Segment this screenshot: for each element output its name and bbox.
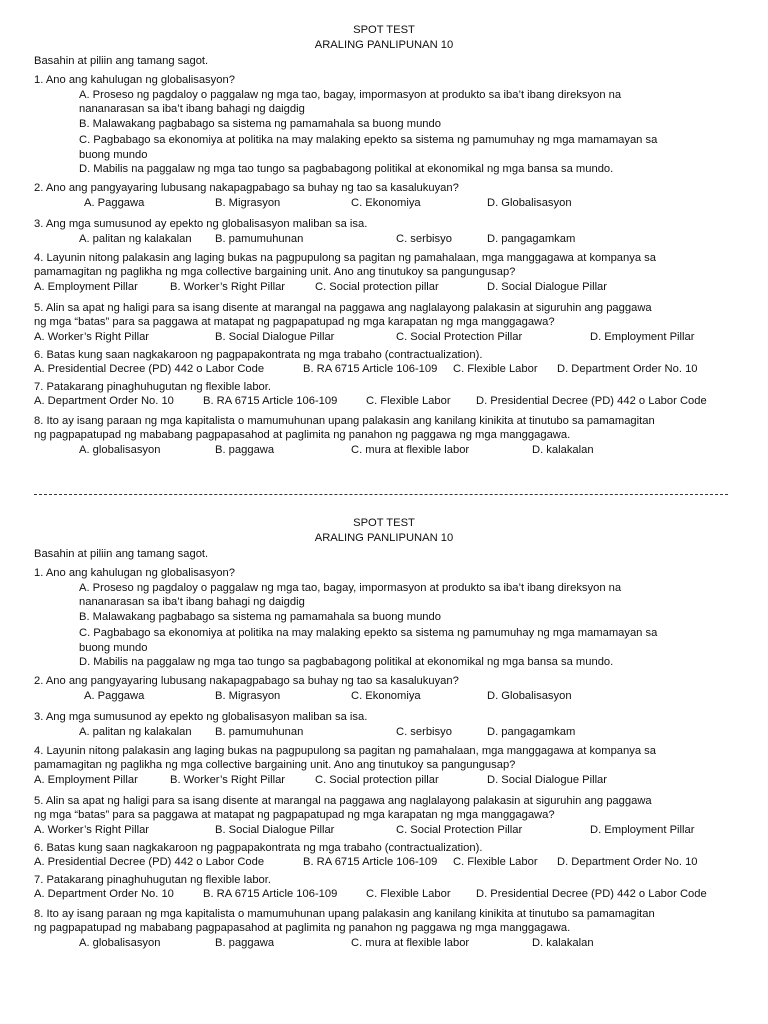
choice: D. Mabilis na paggalaw ng mga tao tungo sa pagbabagong politikal at ekonomikal ng mga bansa sa mundo. xyxy=(79,656,614,668)
question-2: 2. Ano ang pangyayaring lubusang nakapagpabago sa buhay ng tao sa kasalukuyan? xyxy=(34,675,459,687)
question-3: 3. Ang mga sumusunod ay epekto ng globalisasyon maliban sa isa. xyxy=(34,711,368,723)
choice: A. Department Order No. 10 xyxy=(34,888,174,900)
choice: B. Malawakang pagbabago sa sistema ng pamamahala sa buong mundo xyxy=(79,118,441,130)
choice: B. pamumuhunan xyxy=(215,726,304,738)
choice: A. palitan ng kalakalan xyxy=(79,726,192,738)
choice: D. kalakalan xyxy=(532,444,594,456)
question-5-cont: ng mga “batas” para sa paggawa at matapat ng pagpapatupad ng mga karapatan ng mga manggagawa? xyxy=(34,809,555,821)
choice: A. Worker’s Right Pillar xyxy=(34,824,150,836)
choice: D. Globalisasyon xyxy=(487,690,572,702)
choice: C. Flexible Labor xyxy=(453,363,538,375)
choice: C. Social Protection Pillar xyxy=(396,331,523,343)
choice: C. serbisyo xyxy=(396,233,452,245)
choice: A. globalisasyon xyxy=(79,937,161,949)
choice: B. RA 6715 Article 106-109 xyxy=(303,856,438,868)
choice: A. Paggawa xyxy=(84,197,145,209)
test-subject: ARALING PANLIPUNAN 10 xyxy=(314,39,454,51)
question-8: 8. Ito ay isang paraan ng mga kapitalista o mamumuhunan upang palakasin ang kanilang kinikita at tinutubo sa pamamagitan xyxy=(34,908,655,920)
question-4: 4. Layunin nitong palakasin ang laging bukas na pagpupulong sa pagitan ng pamahalaan, mga manggagawa at kompanya sa xyxy=(34,745,656,757)
test-instruction: Basahin at piliin ang tamang sagot. xyxy=(34,55,209,67)
test-title: SPOT TEST xyxy=(353,24,415,36)
test-title: SPOT TEST xyxy=(353,517,415,529)
question-6: 6. Batas kung saan nagkakaroon ng pagpapakontrata ng mga trabaho (contractualization). xyxy=(34,349,483,361)
choice: C. Pagbabago sa ekonomiya at politika na may malaking epekto sa sistema ng pamumuhay ng mga mamamayan sa xyxy=(79,627,658,639)
choice: A. Paggawa xyxy=(84,690,145,702)
choice: D. Social Dialogue Pillar xyxy=(487,774,608,786)
choice: B. Worker’s Right Pillar xyxy=(170,281,286,293)
choice: B. Malawakang pagbabago sa sistema ng pamamahala sa buong mundo xyxy=(79,611,441,623)
choice-cont: buong mundo xyxy=(79,149,148,161)
test-sheet-2 xyxy=(0,493,768,986)
choice: C. Pagbabago sa ekonomiya at politika na may malaking epekto sa sistema ng pamumuhay ng mga mamamayan sa xyxy=(79,134,658,146)
choice: A. Presidential Decree (PD) 442 o Labor Code xyxy=(34,856,265,868)
choice: D. Department Order No. 10 xyxy=(557,856,698,868)
choice: A. globalisasyon xyxy=(79,444,161,456)
choice: C. mura at flexible labor xyxy=(351,444,470,456)
choice: C. Flexible Labor xyxy=(366,888,451,900)
choice: C. Ekonomiya xyxy=(351,690,421,702)
choice: B. Social Dialogue Pillar xyxy=(215,824,335,836)
question-8: 8. Ito ay isang paraan ng mga kapitalista o mamumuhunan upang palakasin ang kanilang kinikita at tinutubo sa pamamagitan xyxy=(34,415,655,427)
question-2: 2. Ano ang pangyayaring lubusang nakapagpabago sa buhay ng tao sa kasalukuyan? xyxy=(34,182,459,194)
choice: B. Migrasyon xyxy=(215,197,281,209)
choice-cont: nananarasan sa iba’t ibang bahagi ng daigdig xyxy=(79,596,305,608)
choice: B. paggawa xyxy=(215,444,275,456)
choice: C. Social Protection Pillar xyxy=(396,824,523,836)
question-4-cont: pamamagitan ng paglikha ng mga collective bargaining unit. Ano ang tinutukoy sa pangungusap? xyxy=(34,266,516,278)
choice: D. Globalisasyon xyxy=(487,197,572,209)
question-4-cont: pamamagitan ng paglikha ng mga collective bargaining unit. Ano ang tinutukoy sa pangungusap? xyxy=(34,759,516,771)
test-sheet-1 xyxy=(0,0,768,493)
choice: D. Employment Pillar xyxy=(590,824,695,836)
question-1: 1. Ano ang kahulugan ng globalisasyon? xyxy=(34,74,235,86)
choice: B. Worker’s Right Pillar xyxy=(170,774,286,786)
choice: C. Social protection pillar xyxy=(315,774,439,786)
choice: C. serbisyo xyxy=(396,726,452,738)
choice: A. Presidential Decree (PD) 442 o Labor Code xyxy=(34,363,265,375)
choice: A. Proseso ng pagdaloy o paggalaw ng mga tao, bagay, impormasyon at produkto sa iba’t ibang direksyon na xyxy=(79,582,622,594)
test-instruction: Basahin at piliin ang tamang sagot. xyxy=(34,548,209,560)
choice: A. Worker’s Right Pillar xyxy=(34,331,150,343)
choice: C. mura at flexible labor xyxy=(351,937,470,949)
choice: D. Presidential Decree (PD) 442 o Labor Code xyxy=(476,395,707,407)
choice: C. Ekonomiya xyxy=(351,197,421,209)
question-3: 3. Ang mga sumusunod ay epekto ng globalisasyon maliban sa isa. xyxy=(34,218,368,230)
choice: D. Mabilis na paggalaw ng mga tao tungo sa pagbabagong politikal at ekonomikal ng mga bansa sa mundo. xyxy=(79,163,614,175)
choice-cont: buong mundo xyxy=(79,642,148,654)
question-6: 6. Batas kung saan nagkakaroon ng pagpapakontrata ng mga trabaho (contractualization). xyxy=(34,842,483,854)
choice: A. Proseso ng pagdaloy o paggalaw ng mga tao, bagay, impormasyon at produkto sa iba’t ibang direksyon na xyxy=(79,89,622,101)
choice: B. RA 6715 Article 106-109 xyxy=(203,888,338,900)
question-5: 5. Alin sa apat ng haligi para sa isang disente at marangal na paggawa ang naglalayong palakasin at siguruhin ang paggawa xyxy=(34,302,652,314)
choice: A. Employment Pillar xyxy=(34,774,138,786)
choice: D. pangagamkam xyxy=(487,233,576,245)
question-8-cont: ng pagpapatupad ng mababang pagpapasahod at paglimita ng panahon ng paggawa ng mga manggagawa. xyxy=(34,922,571,934)
choice: D. Social Dialogue Pillar xyxy=(487,281,608,293)
choice: A. palitan ng kalakalan xyxy=(79,233,192,245)
choice: D. pangagamkam xyxy=(487,726,576,738)
choice: D. Presidential Decree (PD) 442 o Labor Code xyxy=(476,888,707,900)
choice: D. kalakalan xyxy=(532,937,594,949)
choice: B. RA 6715 Article 106-109 xyxy=(303,363,438,375)
choice: B. paggawa xyxy=(215,937,275,949)
choice: B. Migrasyon xyxy=(215,690,281,702)
question-7: 7. Patakarang pinaghuhugutan ng flexible labor. xyxy=(34,381,271,393)
question-5: 5. Alin sa apat ng haligi para sa isang disente at marangal na paggawa ang naglalayong palakasin at siguruhin ang paggawa xyxy=(34,795,652,807)
choice: A. Department Order No. 10 xyxy=(34,395,174,407)
choice-cont: nananarasan sa iba’t ibang bahagi ng daigdig xyxy=(79,103,305,115)
question-1: 1. Ano ang kahulugan ng globalisasyon? xyxy=(34,567,235,579)
question-7: 7. Patakarang pinaghuhugutan ng flexible labor. xyxy=(34,874,271,886)
choice: B. Social Dialogue Pillar xyxy=(215,331,335,343)
test-subject: ARALING PANLIPUNAN 10 xyxy=(314,532,454,544)
choice: D. Department Order No. 10 xyxy=(557,363,698,375)
choice: C. Social protection pillar xyxy=(315,281,439,293)
choice: C. Flexible Labor xyxy=(453,856,538,868)
choice: C. Flexible Labor xyxy=(366,395,451,407)
question-8-cont: ng pagpapatupad ng mababang pagpapasahod at paglimita ng panahon ng paggawa ng mga manggagawa. xyxy=(34,429,571,441)
choice: B. pamumuhunan xyxy=(215,233,304,245)
choice: D. Employment Pillar xyxy=(590,331,695,343)
question-4: 4. Layunin nitong palakasin ang laging bukas na pagpupulong sa pagitan ng pamahalaan, mga manggagawa at kompanya sa xyxy=(34,252,656,264)
choice: B. RA 6715 Article 106-109 xyxy=(203,395,338,407)
choice: A. Employment Pillar xyxy=(34,281,138,293)
question-5-cont: ng mga “batas” para sa paggawa at matapat ng pagpapatupad ng mga karapatan ng mga manggagawa? xyxy=(34,316,555,328)
